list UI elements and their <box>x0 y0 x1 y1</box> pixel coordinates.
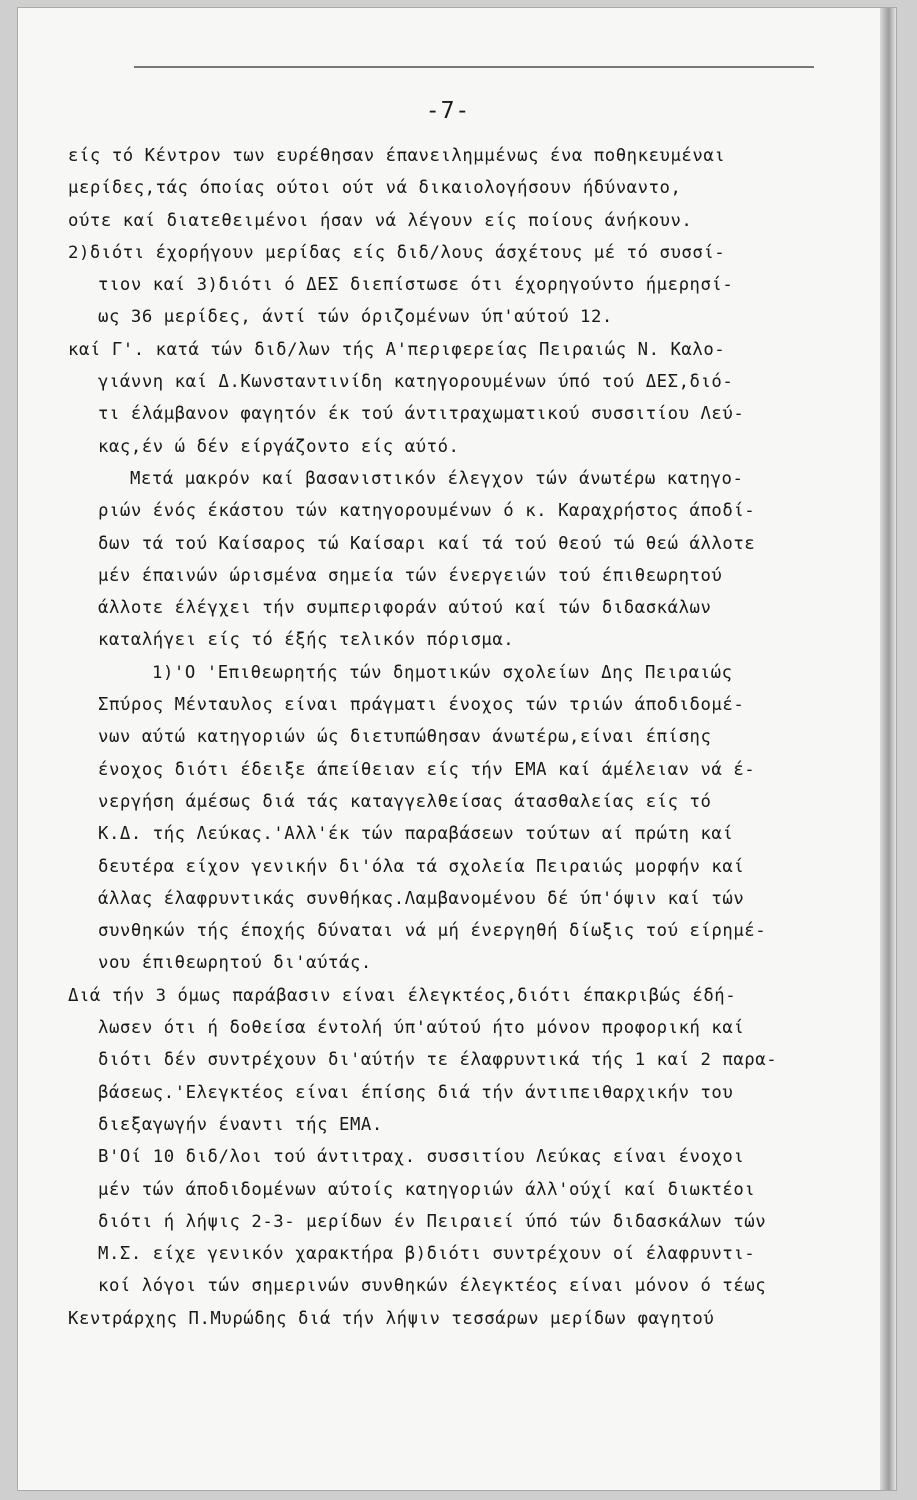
text-line: ούτε καί διατεθειμένοι ήσαν νά λέγουν είς ποίους άνήκουν. <box>68 210 693 231</box>
text-line: νων αύτώ κατηγοριών ώς διετυπώθησαν άνωτέρω,είναι έπίσης <box>98 727 712 748</box>
text-line: καί Γ'. κατά τών διδ/λων τής Α'περιφερείας Πειραιώς Ν. Καλο- <box>68 339 726 360</box>
text-line: Κεντράρχης Π.Μυρώδης διά τήν λήψιν τεσσάρων μερίδων φαγητού <box>68 1308 715 1329</box>
text-line: Σπύρος Μένταυλος είναι πράγματι ένοχος τών τριών άποδιδομέ- <box>98 695 745 716</box>
text-line: άλλοτε έλέγχει τήν συμπεριφοράν αύτού καί τών διδασκάλων <box>98 598 712 619</box>
text-line: 1)'Ο 'Επιθεωρητής τών δημοτικών σχολείων Δης Πειραιώς <box>152 662 733 683</box>
text-line: καταλήγει είς τό έξής τελικόν πόρισμα. <box>98 630 515 651</box>
text-line: μέν έπαινών ώρισμένα σημεία τών ένεργειών τού έπιθεωρητού <box>98 565 723 586</box>
text-line: διότι δέν συντρέχουν δι'αύτήν τε έλαφρυντικά τής 1 καί 2 παρα- <box>98 1050 778 1071</box>
text-line: μέν τών άποδιδομένων αύτοίς κατηγοριών άλλ'ούχί καί διωκτέοι <box>98 1179 756 1200</box>
text-line: νεργήση άμέσως διά τάς καταγγελθείσας άτασθαλείας είς τό <box>98 791 712 812</box>
text-line: τι έλάμβανον φαγητόν έκ τού άντιτραχωματικού συσσιτίου Λεύ- <box>98 404 745 425</box>
text-line: Κ.Δ. τής Λεύκας.'Αλλ'έκ τών παραβάσεων τούτων αί πρώτη καί <box>98 824 734 845</box>
text-line: Μ.Σ. είχε γενικόν χαρακτήρα β)διότι συντρέχουν οί έλαφρυντι- <box>98 1244 756 1265</box>
text-line: Β'Οί 10 διδ/λοι τού άντιτραχ. συσσιτίου Λεύκας είναι ένοχοι <box>98 1147 745 1168</box>
text-line: άλλας έλαφρυντικάς συνθήκας.Λαμβανομένου δέ ύπ'όψιν καί τών <box>98 888 745 909</box>
typewritten-text <box>68 140 880 1335</box>
document-page <box>18 8 896 1490</box>
top-rule <box>134 66 814 68</box>
text-line: είς τό Κέντρον των ευρέθησαν έπανειλημμένως ένα ποθηκευμέναι <box>68 146 726 166</box>
text-line: Διά τήν 3 όμως παράβασιν είναι έλεγκτέος,διότι έπακριβώς έδή- <box>68 985 737 1006</box>
text-line: διότι ή λήψις 2-3- μερίδων έν Πειραιεί ύπό τών διδασκάλων τών <box>98 1211 767 1232</box>
text-line: γιάννη καί Δ.Κωνσταντινίδη κατηγορουμένων ύπό τού ΔΕΣ,διό- <box>98 372 734 393</box>
text-line: λωσεν ότι ή δοθείσα έντολή ύπ'αύτού ήτο μόνον προφορική καί <box>98 1018 745 1039</box>
text-line: δευτέρα είχον γενικήν δι'όλα τά σχολεία Πειραιώς μορφήν καί <box>98 856 745 877</box>
text-line: τιον καί 3)διότι ό ΔΕΣ διεπίστωσε ότι έχορηγούντο ήμερησί- <box>98 275 734 296</box>
text-line: μερίδες,τάς όποίας ούτοι ούτ νά δικαιολογήσουν ήδύναντο, <box>68 178 682 199</box>
text-line: βάσεως.'Ελεγκτέος είναι έπίσης διά τήν άντιπειθαρχικήν του <box>98 1082 734 1103</box>
text-line: ως 36 μερίδες, άντί τών όριζομένων ύπ'αύτού 12. <box>98 307 613 328</box>
text-line: συνθηκών τής έποχής δύναται νά μή ένεργηθή δίωξις τού είρημέ- <box>98 921 767 942</box>
text-line: κοί λόγοι τών σημερινών συνθηκών έλεγκτέος είναι μόνον ό τέως <box>98 1276 767 1297</box>
text-line: δων τά τού Καίσαρος τώ Καίσαρι καί τά τού θεού τώ θεώ άλλοτε <box>98 533 756 554</box>
text-line: 2)διότι έχορήγουν μερίδας είς διδ/λους άσχέτους μέ τό συσσί- <box>68 242 726 263</box>
text-line: ένοχος διότι έδειξε άπείθειαν είς τήν ΕΜΑ καί άμέλειαν νά έ- <box>98 759 756 780</box>
text-line: διεξαγωγήν έναντι τής ΕΜΑ. <box>98 1114 383 1135</box>
text-line: Μετά μακρόν καί βασανιστικόν έλεγχον τών άνωτέρω κατηγο- <box>130 468 744 489</box>
page-number: -7- <box>425 98 471 124</box>
text-line: νου έπιθεωρητού δι'αύτάς. <box>98 953 372 974</box>
text-line: ριών ένός έκάστου τών κατηγορουμένων ό κ. Καραχρήστος άποδί- <box>98 501 756 522</box>
binding-edge <box>880 8 896 1490</box>
text-line: κας,έν ώ δέν είργάζοντο είς αύτό. <box>98 436 460 457</box>
